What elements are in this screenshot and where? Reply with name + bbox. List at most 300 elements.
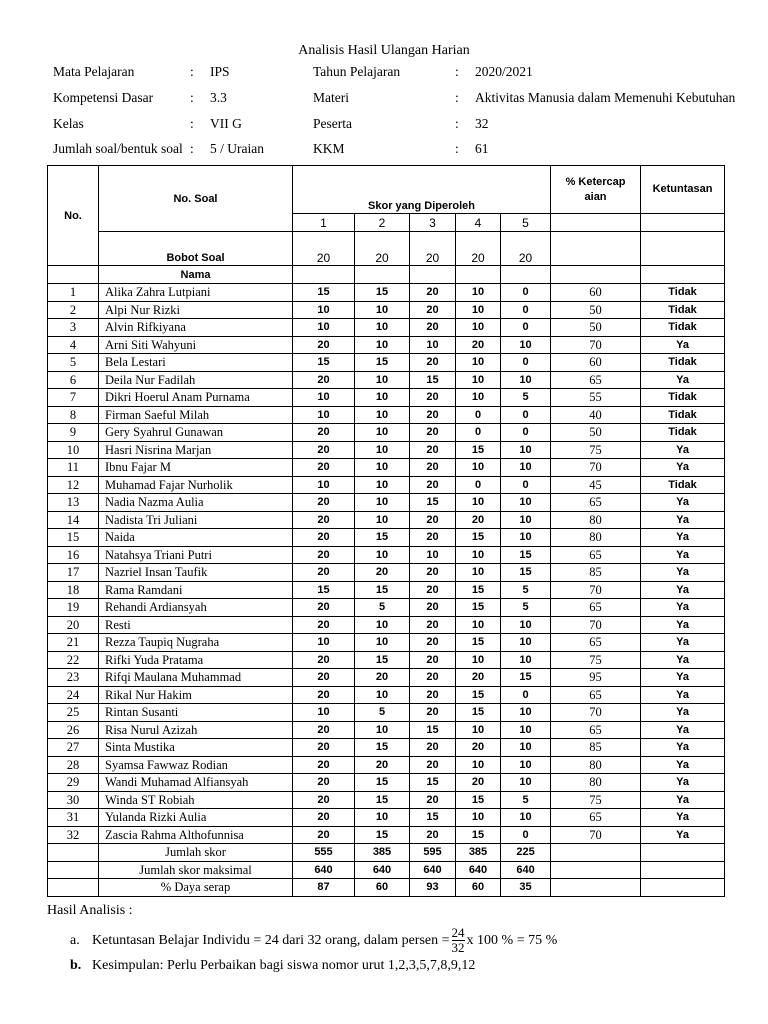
item-marker: a.	[70, 932, 80, 948]
empty-cell	[48, 266, 99, 284]
student-no: 7	[48, 389, 99, 407]
student-name: Rikal Nur Hakim	[99, 686, 293, 704]
score-cell: 10	[501, 721, 551, 739]
student-no: 2	[48, 301, 99, 319]
score-cell: 20	[293, 424, 355, 442]
score-cell: 0	[501, 686, 551, 704]
table-row	[48, 476, 725, 494]
score-cell: 10	[456, 721, 501, 739]
score-cell: 20	[410, 441, 456, 459]
score-cell: 10	[501, 459, 551, 477]
student-no: 31	[48, 809, 99, 827]
score-cell: 10	[355, 494, 410, 512]
status-cell: Ya	[641, 581, 725, 599]
score-cell: 20	[410, 511, 456, 529]
score-cell: 15	[456, 686, 501, 704]
score-cell: 20	[456, 669, 501, 687]
score-cell: 15	[355, 651, 410, 669]
status-cell: Ya	[641, 494, 725, 512]
table-row	[48, 651, 725, 669]
table-row	[48, 634, 725, 652]
percent-cell: 85	[551, 739, 641, 757]
status-cell: Tidak	[641, 406, 725, 424]
bobot-value: 20	[410, 232, 456, 266]
score-cell: 20	[410, 354, 456, 372]
score-cell: 10	[456, 319, 501, 337]
score-cell: 15	[355, 826, 410, 844]
summary-value: 60	[355, 879, 410, 897]
empty-cell	[456, 266, 501, 284]
score-cell: 10	[501, 616, 551, 634]
student-name: Muhamad Fajar Nurholik	[99, 476, 293, 494]
mapel-value: IPS	[210, 63, 230, 79]
score-cell: 20	[410, 301, 456, 319]
score-cell: 15	[355, 739, 410, 757]
student-no: 4	[48, 336, 99, 354]
score-cell: 10	[456, 564, 501, 582]
score-cell: 10	[501, 441, 551, 459]
peserta-label: Peserta	[313, 115, 352, 131]
percent-cell: 70	[551, 704, 641, 722]
summary-value: 640	[456, 861, 501, 879]
bobot-value: 20	[293, 232, 355, 266]
colon: :	[455, 140, 459, 156]
percent-cell: 65	[551, 634, 641, 652]
student-no: 28	[48, 756, 99, 774]
score-cell: 20	[410, 686, 456, 704]
jumlah-soal-label: Jumlah soal/bentuk soal	[53, 140, 183, 156]
percent-cell: 80	[551, 774, 641, 792]
student-name: Zascia Rahma Althofunnisa	[99, 826, 293, 844]
score-cell: 20	[410, 616, 456, 634]
table-row	[48, 529, 725, 547]
score-cell: 10	[355, 686, 410, 704]
empty-cell	[641, 214, 725, 232]
score-cell: 10	[501, 739, 551, 757]
score-cell: 10	[456, 354, 501, 372]
percent-cell: 80	[551, 511, 641, 529]
status-cell: Ya	[641, 529, 725, 547]
percent-cell: 95	[551, 669, 641, 687]
colon: :	[455, 63, 459, 79]
summary-value: 640	[501, 861, 551, 879]
score-cell: 0	[456, 424, 501, 442]
item-b-text: Kesimpulan: Perlu Perbaikan bagi siswa nomor urut 1,2,3,5,7,8,9,12	[92, 958, 476, 973]
percent-cell: 65	[551, 686, 641, 704]
bobot-value: 20	[456, 232, 501, 266]
score-cell: 10	[501, 494, 551, 512]
score-cell: 10	[355, 389, 410, 407]
score-cell: 20	[293, 494, 355, 512]
score-cell: 20	[293, 809, 355, 827]
colon: :	[190, 140, 194, 156]
score-cell: 10	[355, 424, 410, 442]
score-cell: 5	[501, 599, 551, 617]
score-cell: 15	[410, 809, 456, 827]
score-cell: 20	[293, 529, 355, 547]
student-name: Nazriel Insan Taufik	[99, 564, 293, 582]
summary-label: % Daya serap	[99, 879, 293, 897]
empty-cell	[641, 879, 725, 897]
score-cell: 20	[410, 284, 456, 302]
score-cell: 20	[410, 599, 456, 617]
student-no: 32	[48, 826, 99, 844]
score-cell: 10	[355, 476, 410, 494]
percent-cell: 50	[551, 301, 641, 319]
score-cell: 10	[456, 616, 501, 634]
score-cell: 20	[293, 511, 355, 529]
question-number: 1	[293, 214, 355, 232]
student-name: Naida	[99, 529, 293, 547]
student-rows	[48, 284, 725, 844]
colon: :	[455, 115, 459, 131]
score-cell: 20	[293, 371, 355, 389]
score-cell: 20	[410, 529, 456, 547]
status-cell: Ya	[641, 634, 725, 652]
table-row	[48, 669, 725, 687]
status-cell: Ya	[641, 564, 725, 582]
colon: :	[455, 89, 459, 105]
score-cell: 20	[410, 424, 456, 442]
status-cell: Ya	[641, 826, 725, 844]
tahun-value: 2020/2021	[475, 63, 533, 79]
score-cell: 20	[410, 826, 456, 844]
score-cell: 20	[410, 739, 456, 757]
percent-cell: 60	[551, 284, 641, 302]
score-cell: 5	[355, 704, 410, 722]
score-cell: 20	[410, 476, 456, 494]
score-cell: 20	[355, 756, 410, 774]
percent-cell: 70	[551, 581, 641, 599]
score-cell: 10	[410, 336, 456, 354]
score-cell: 0	[501, 284, 551, 302]
summary-rows	[48, 844, 725, 897]
score-cell: 0	[501, 319, 551, 337]
score-cell: 10	[355, 301, 410, 319]
status-cell: Ya	[641, 441, 725, 459]
score-cell: 10	[456, 284, 501, 302]
score-cell: 20	[410, 704, 456, 722]
empty-cell	[641, 266, 725, 284]
student-no: 5	[48, 354, 99, 372]
status-cell: Ya	[641, 704, 725, 722]
table-row	[48, 424, 725, 442]
score-cell: 10	[501, 371, 551, 389]
score-cell: 15	[293, 581, 355, 599]
score-cell: 10	[293, 704, 355, 722]
score-cell: 10	[293, 476, 355, 494]
percent-cell: 50	[551, 424, 641, 442]
table-row	[48, 599, 725, 617]
table-row	[48, 704, 725, 722]
kd-value: 3.3	[210, 89, 227, 105]
score-cell: 20	[293, 756, 355, 774]
student-name: Gery Syahrul Gunawan	[99, 424, 293, 442]
table-row	[48, 739, 725, 757]
percent-cell: 70	[551, 336, 641, 354]
status-cell: Ya	[641, 739, 725, 757]
student-no: 18	[48, 581, 99, 599]
student-name: Firman Saeful Milah	[99, 406, 293, 424]
empty-cell	[355, 266, 410, 284]
question-number: 3	[410, 214, 456, 232]
fraction-numerator: 24	[451, 925, 465, 940]
score-cell: 10	[355, 336, 410, 354]
empty-cell	[551, 214, 641, 232]
score-cell: 10	[355, 319, 410, 337]
score-cell: 10	[501, 704, 551, 722]
score-cell: 20	[293, 651, 355, 669]
score-cell: 15	[355, 284, 410, 302]
score-cell: 0	[501, 301, 551, 319]
tahun-label: Tahun Pelajaran	[313, 63, 401, 79]
empty-cell	[48, 861, 99, 879]
student-no: 29	[48, 774, 99, 792]
table-row	[48, 564, 725, 582]
empty-cell	[48, 879, 99, 897]
status-cell: Tidak	[641, 319, 725, 337]
summary-value: 225	[501, 844, 551, 862]
table-row	[48, 581, 725, 599]
score-cell: 15	[456, 599, 501, 617]
score-cell: 15	[410, 721, 456, 739]
materi-label: Materi	[313, 89, 349, 105]
summary-value: 93	[410, 879, 456, 897]
question-number: 5	[501, 214, 551, 232]
score-cell: 15	[355, 791, 410, 809]
student-name: Syamsa Fawwaz Rodian	[99, 756, 293, 774]
percent-cell: 65	[551, 494, 641, 512]
score-cell: 20	[410, 756, 456, 774]
summary-value: 640	[293, 861, 355, 879]
student-name: Alika Zahra Lutpiani	[99, 284, 293, 302]
score-cell: 20	[410, 389, 456, 407]
student-no: 8	[48, 406, 99, 424]
student-name: Natahsya Triani Putri	[99, 546, 293, 564]
student-name: Nadia Nazma Aulia	[99, 494, 293, 512]
student-no: 21	[48, 634, 99, 652]
score-cell: 20	[456, 336, 501, 354]
student-no: 14	[48, 511, 99, 529]
score-cell: 0	[501, 424, 551, 442]
student-no: 1	[48, 284, 99, 302]
status-cell: Tidak	[641, 301, 725, 319]
item-a-text: Ketuntasan Belajar Individu = 24 dari 32 orang, dalam persen =	[92, 932, 450, 948]
score-cell: 15	[355, 774, 410, 792]
table-row	[48, 371, 725, 389]
status-cell: Ya	[641, 336, 725, 354]
percent-cell: 70	[551, 459, 641, 477]
score-cell: 15	[355, 581, 410, 599]
table-row	[48, 774, 725, 792]
empty-cell	[551, 861, 641, 879]
percent-cell: 80	[551, 529, 641, 547]
percent-cell: 50	[551, 319, 641, 337]
student-no: 11	[48, 459, 99, 477]
summary-value: 60	[456, 879, 501, 897]
percent-cell: 75	[551, 441, 641, 459]
summary-row	[48, 879, 725, 897]
score-cell: 10	[501, 529, 551, 547]
status-cell: Tidak	[641, 354, 725, 372]
student-name: Rintan Susanti	[99, 704, 293, 722]
summary-value: 640	[355, 861, 410, 879]
student-name: Nadista Tri Juliani	[99, 511, 293, 529]
score-cell: 10	[456, 389, 501, 407]
student-name: Rama Ramdani	[99, 581, 293, 599]
score-cell: 10	[293, 389, 355, 407]
score-cell: 15	[355, 529, 410, 547]
score-cell: 10	[501, 511, 551, 529]
student-no: 20	[48, 616, 99, 634]
table-row	[48, 336, 725, 354]
student-no: 10	[48, 441, 99, 459]
score-cell: 15	[456, 704, 501, 722]
student-name: Dikri Hoerul Anam Purnama	[99, 389, 293, 407]
status-cell: Tidak	[641, 424, 725, 442]
no-header: No.	[48, 166, 99, 266]
pct-header: % Ketercapaian	[551, 166, 641, 214]
nama-label: Nama	[99, 266, 293, 284]
student-no: 17	[48, 564, 99, 582]
student-name: Sinta Mustika	[99, 739, 293, 757]
table-row	[48, 354, 725, 372]
score-cell: 10	[355, 511, 410, 529]
score-cell: 20	[293, 774, 355, 792]
score-cell: 20	[355, 669, 410, 687]
empty-cell	[641, 844, 725, 862]
table-row	[48, 511, 725, 529]
score-cell: 10	[293, 406, 355, 424]
student-name: Deila Nur Fadilah	[99, 371, 293, 389]
status-cell: Ya	[641, 616, 725, 634]
table-row	[48, 389, 725, 407]
table-row	[48, 301, 725, 319]
score-cell: 10	[355, 441, 410, 459]
table-row	[48, 406, 725, 424]
score-cell: 10	[293, 634, 355, 652]
score-cell: 15	[456, 791, 501, 809]
ketuntasan-header: Ketuntasan	[641, 166, 725, 214]
score-cell: 10	[501, 809, 551, 827]
student-no: 23	[48, 669, 99, 687]
summary-label: Jumlah skor	[99, 844, 293, 862]
score-cell: 10	[456, 651, 501, 669]
percent-cell: 65	[551, 809, 641, 827]
question-number: 4	[456, 214, 501, 232]
student-no: 15	[48, 529, 99, 547]
score-cell: 20	[293, 441, 355, 459]
status-cell: Ya	[641, 774, 725, 792]
summary-value: 385	[456, 844, 501, 862]
status-cell: Ya	[641, 721, 725, 739]
score-cell: 20	[410, 459, 456, 477]
table-row	[48, 721, 725, 739]
score-cell: 10	[456, 459, 501, 477]
info-block	[53, 61, 745, 163]
score-cell: 5	[501, 389, 551, 407]
table-row	[48, 616, 725, 634]
score-cell: 15	[410, 371, 456, 389]
score-cell: 20	[293, 826, 355, 844]
table-row	[48, 284, 725, 302]
analysis-heading: Hasil Analisis :	[47, 903, 133, 918]
student-name: Wandi Muhamad Alfiansyah	[99, 774, 293, 792]
percent-cell: 40	[551, 406, 641, 424]
student-name: Bela Lestari	[99, 354, 293, 372]
kkm-label: KKM	[313, 140, 345, 156]
score-cell: 20	[410, 669, 456, 687]
summary-value: 555	[293, 844, 355, 862]
status-cell: Ya	[641, 546, 725, 564]
student-name: Rifqi Maulana Muhammad	[99, 669, 293, 687]
score-cell: 10	[456, 494, 501, 512]
score-cell: 10	[456, 756, 501, 774]
summary-value: 35	[501, 879, 551, 897]
student-no: 26	[48, 721, 99, 739]
score-cell: 10	[355, 546, 410, 564]
percent-cell: 75	[551, 791, 641, 809]
percent-cell: 80	[551, 756, 641, 774]
kelas-value: VII G	[210, 115, 242, 131]
score-cell: 20	[456, 774, 501, 792]
student-no: 25	[48, 704, 99, 722]
table-row	[48, 546, 725, 564]
student-name: Rezza Taupiq Nugraha	[99, 634, 293, 652]
score-cell: 15	[355, 354, 410, 372]
percent-cell: 55	[551, 389, 641, 407]
student-no: 13	[48, 494, 99, 512]
score-cell: 20	[293, 739, 355, 757]
summary-value: 87	[293, 879, 355, 897]
score-cell: 20	[293, 564, 355, 582]
summary-value: 595	[410, 844, 456, 862]
empty-cell	[551, 844, 641, 862]
empty-cell	[551, 266, 641, 284]
score-table	[47, 165, 725, 897]
score-cell: 20	[293, 546, 355, 564]
score-cell: 10	[456, 371, 501, 389]
score-cell: 15	[293, 354, 355, 372]
status-cell: Tidak	[641, 389, 725, 407]
score-cell: 20	[410, 791, 456, 809]
score-cell: 10	[355, 371, 410, 389]
student-no: 16	[48, 546, 99, 564]
score-cell: 10	[355, 459, 410, 477]
score-cell: 20	[293, 336, 355, 354]
item-marker: b.	[70, 958, 82, 973]
student-name: Ibnu Fajar M	[99, 459, 293, 477]
analysis-item-b	[70, 958, 475, 974]
empty-cell	[293, 266, 355, 284]
percent-cell: 65	[551, 599, 641, 617]
score-cell: 20	[293, 791, 355, 809]
empty-cell	[551, 232, 641, 266]
student-name: Risa Nurul Azizah	[99, 721, 293, 739]
score-cell: 10	[355, 809, 410, 827]
empty-cell	[551, 879, 641, 897]
score-cell: 15	[456, 581, 501, 599]
score-cell: 10	[293, 319, 355, 337]
score-cell: 10	[501, 651, 551, 669]
mapel-label: Mata Pelajaran	[53, 63, 135, 79]
no-soal-header: No. Soal	[99, 166, 293, 232]
empty-cell	[501, 266, 551, 284]
student-no: 30	[48, 791, 99, 809]
jumlah-soal-value: 5 / Uraian	[210, 140, 264, 156]
score-cell: 20	[410, 564, 456, 582]
score-cell: 10	[456, 809, 501, 827]
